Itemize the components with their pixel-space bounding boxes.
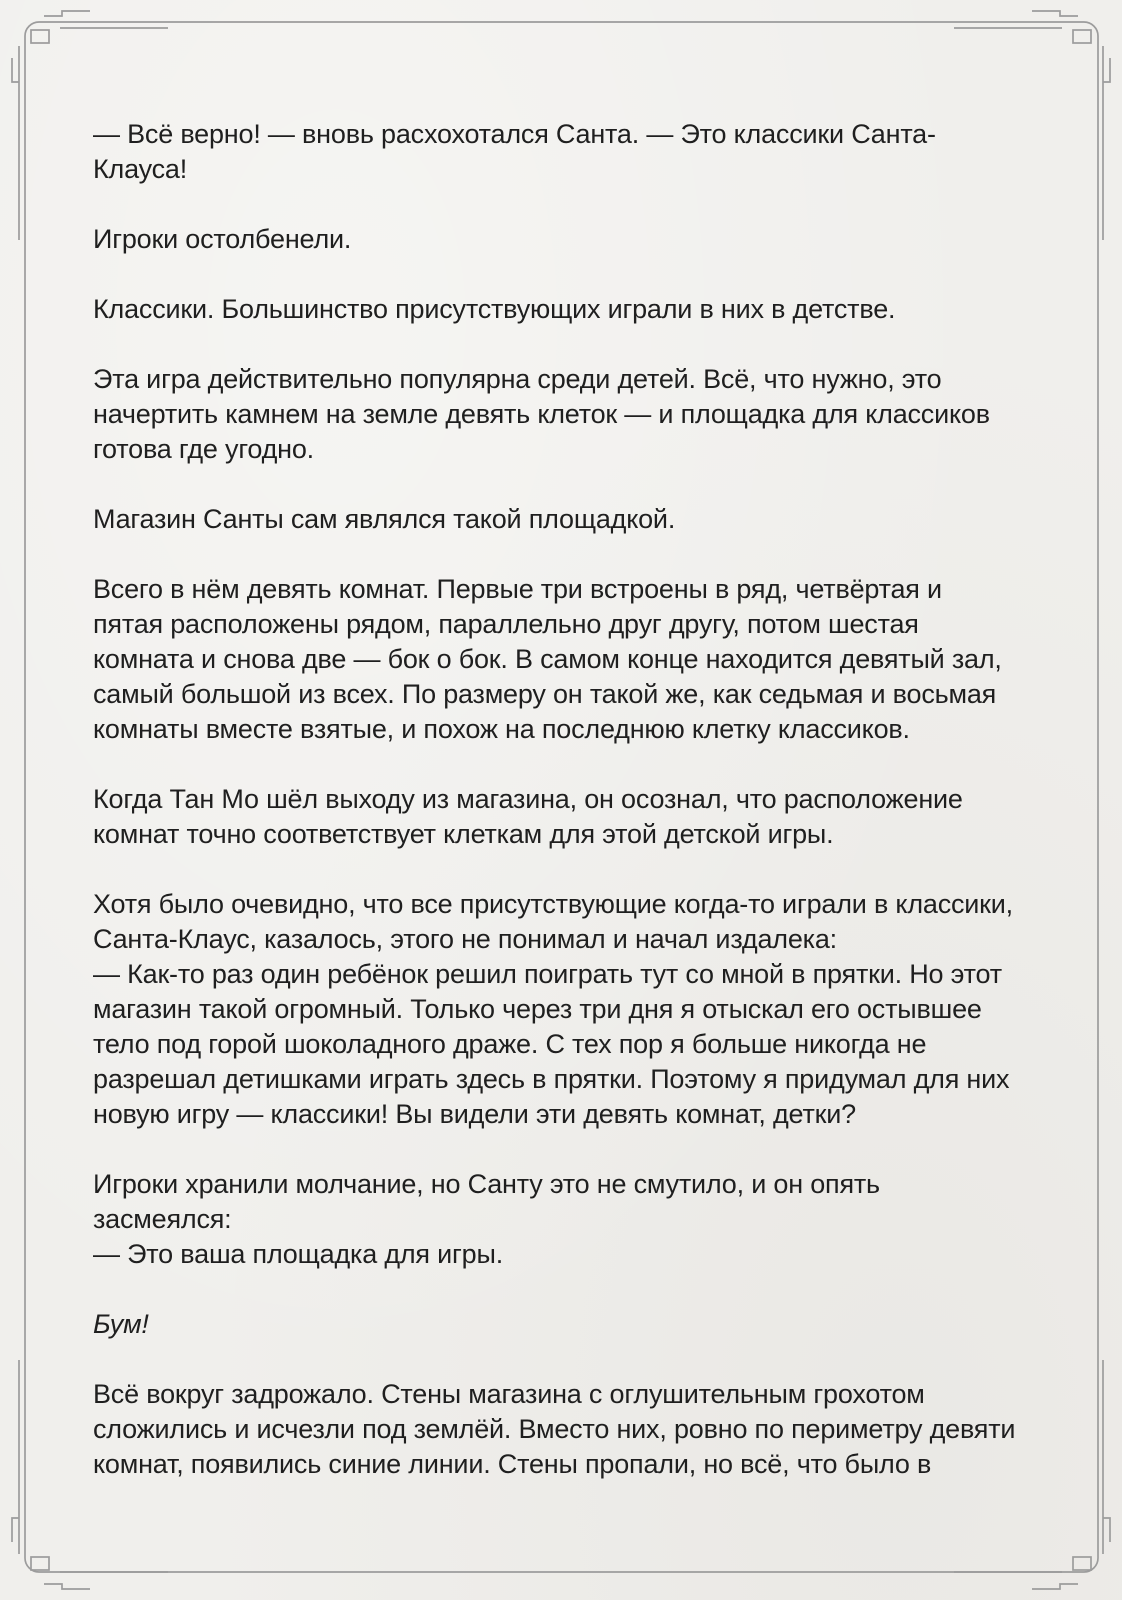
paragraph: Когда Тан Мо шёл выходу из магазина, он осознал, что расположение комнат точно соответствует клеткам для этой детской игры. xyxy=(93,784,963,849)
paragraph-dialogue: — Это ваша площадка для игры. xyxy=(93,1239,504,1269)
paragraph: Всё вокруг задрожало. Стены магазина с оглушительным грохотом сложились и исчезли под землёй. Вместо них, ровно по периметру девяти комнат, появились синие линии. Стены пропали, но всё, что было в xyxy=(93,1379,1016,1479)
paragraph: Хотя было очевидно, что все присутствующие когда-то играли в классики, Санта-Клаус, казалось, этого не понимал и начал издалека: xyxy=(93,889,1013,954)
paragraph: Всего в нём девять комнат. Первые три встроены в ряд, четвёртая и пятая расположены рядом, параллельно друг другу, потом шестая комната и снова две — бок о бок. В самом конце находится девятый зал, самый большой из всех. По размеру он такой же, как седьмая и восьмая комнаты вместе взятые, и похож на последнюю клетку классиков. xyxy=(93,574,1002,744)
paragraph: Классики. Большинство присутствующих играли в них в детстве. xyxy=(93,294,896,324)
paragraph: Игроки хранили молчание, но Санту это не смутило, и он опять засмеялся: xyxy=(93,1169,880,1234)
paragraph: Игроки остолбенели. xyxy=(93,224,352,254)
page-text xyxy=(93,117,1018,1482)
paragraph: Эта игра действительно популярна среди детей. Всё, что нужно, это начертить камнем на земле девять клеток — и площадка для классиков готова где угодно. xyxy=(93,364,990,464)
paragraph-sound-effect: Бум! xyxy=(93,1309,149,1339)
paragraph: — Всё верно! — вновь расхохотался Санта. — Это классики Санта-Клауса! xyxy=(93,119,936,184)
paragraph-dialogue: — Как-то раз один ребёнок решил поиграть тут со мной в прятки. Но этот магазин такой огромный. Только через три дня я отыскал его остывшее тело под горой шоколадного драже. С тех пор я больше никогда не разрешал детишками играть здесь в прятки. Поэтому я придумал для них новую игру — классики! Вы видели эти девять комнат, детки? xyxy=(93,959,1010,1129)
paragraph: Магазин Санты сам являлся такой площадкой. xyxy=(93,504,676,534)
